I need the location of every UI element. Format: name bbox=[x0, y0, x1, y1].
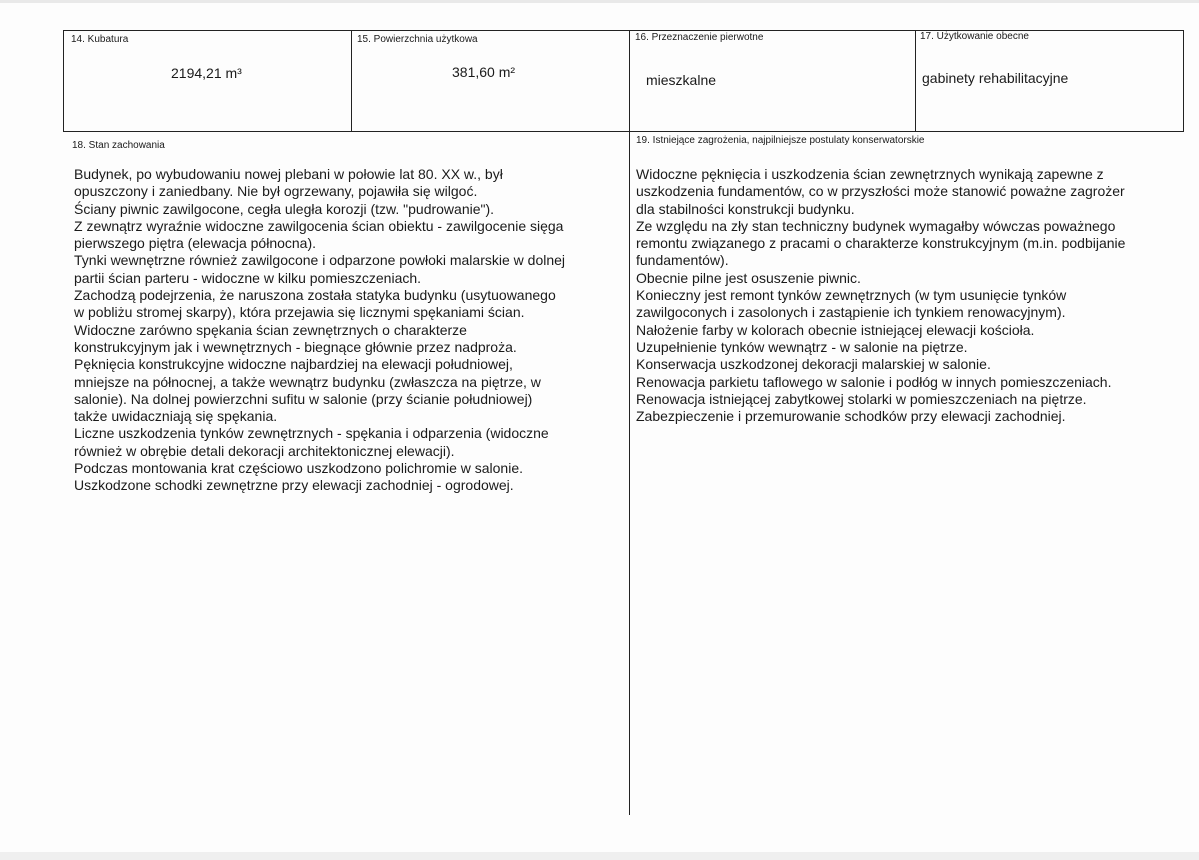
column-divider-2 bbox=[629, 30, 630, 815]
text-line: również w obrębie detali dekoracji architektonicznej elewacji). bbox=[74, 442, 455, 459]
field-17-label: 17. Użytkowanie obecne bbox=[920, 31, 1029, 42]
scan-edge-top bbox=[0, 0, 1199, 3]
text-line: remontu związanego z pracami o charakterze konstrukcyjnym (m.in. podbijanie bbox=[636, 235, 1126, 252]
text-line: partii ścian parteru - widoczne w kilku pomieszczeniach. bbox=[74, 269, 422, 286]
text-line: Budynek, po wybudowaniu nowej plebani w połowie lat 80. XX w., był bbox=[74, 166, 503, 182]
text-line: Renowacja istniejącej zabytkowej stolarki w pomieszczeniach na piętrze. bbox=[636, 390, 1087, 407]
field-15-value: 381,60 m² bbox=[452, 64, 516, 80]
text-line: zawilgoconych i zasolonych i zastąpienie ich tynkiem renowacyjnym). bbox=[636, 304, 1066, 321]
text-line: Zachodzą podejrzenia, że naruszona została statyka budynku (usytuowanego bbox=[74, 287, 556, 304]
field-19-label: 19. Istniejące zagrożenia, najpilniejsze postulaty konserwatorskie bbox=[636, 135, 925, 146]
text-line: Uzupełnienie tynków wewnątrz - w salonie na piętrze. bbox=[636, 338, 968, 355]
text-line: salonie). Na dolnej powierzchni sufitu w salonie (przy ścianie południowej) bbox=[74, 390, 533, 407]
text-line: konstrukcyjnym jak i wewnętrznych - biegnące głównie przez nadproża. bbox=[74, 338, 517, 355]
column-divider-3 bbox=[915, 30, 916, 132]
text-line: fundamentów). bbox=[636, 252, 729, 269]
field-16-label: 16. Przeznaczenie pierwotne bbox=[635, 32, 764, 43]
text-line: dla stabilności konstrukcji budynku. bbox=[636, 200, 855, 217]
text-line: Obecnie pilne jest osuszenie piwnic. bbox=[636, 269, 861, 286]
text-line: w pobliżu stromej skarpy), która przejawia się licznymi spękaniami ścian. bbox=[74, 304, 525, 321]
text-line: Ze względu na zły stan techniczny budynek wymagałby wówczas poważnego bbox=[636, 217, 1116, 234]
text-line: Widoczne zarówno spękania ścian zewnętrznych o charakterze bbox=[74, 321, 467, 338]
text-line: Nałożenie farby w kolorach obecnie istniejącej elewacji kościoła. bbox=[636, 321, 1035, 338]
text-line: Widoczne pęknięcia i uszkodzenia ścian zewnętrznych wynikają zapewne z bbox=[636, 166, 1104, 182]
text-line: opuszczony i zaniedbany. Nie był ogrzewany, pojawiła się wilgoć. bbox=[74, 183, 478, 200]
text-line: Tynki wewnętrzne również zawilgocone i odparzone powłoki malarskie w dolnej bbox=[74, 252, 566, 269]
column-divider-1 bbox=[351, 30, 352, 132]
text-line: Liczne uszkodzenia tynków zewnętrznych - spękania i odparzenia (widoczne bbox=[74, 425, 549, 442]
text-line: uszkodzenia fundamentów, co w przyszłości może stanowić poważne zagrożer bbox=[636, 183, 1125, 200]
text-line: Zabezpieczenie i przemurowanie schodków przy elewacji zachodniej. bbox=[636, 408, 1066, 425]
field-18-text bbox=[74, 166, 565, 495]
field-16-value: mieszkalne bbox=[646, 72, 717, 88]
table-right-border bbox=[1183, 30, 1184, 132]
field-15-label: 15. Powierzchnia użytkowa bbox=[357, 34, 478, 45]
text-line: mniejsze na północnej, a także wewnątrz budynku (zwłaszcza na piętrze, w bbox=[74, 373, 541, 390]
text-line: Z zewnątrz wyraźnie widoczne zawilgocenia ścian obiektu - zawilgocenie sięga bbox=[74, 217, 564, 234]
field-18-label: 18. Stan zachowania bbox=[72, 140, 165, 151]
text-line: Podczas montowania krat częściowo uszkodzono polichromie w salonie. bbox=[74, 460, 523, 477]
text-line: Ściany piwnic zawilgocone, cegła uległa korozji (tzw. "pudrowanie"). bbox=[74, 200, 495, 217]
field-14-label: 14. Kubatura bbox=[71, 34, 129, 45]
field-19-text bbox=[636, 166, 1125, 425]
text-line: także uwidaczniają się spękania. bbox=[74, 408, 278, 425]
text-line: Konieczny jest remont tynków zewnętrznych (w tym usunięcie tynków bbox=[636, 287, 1067, 304]
text-line: Konserwacja uszkodzonej dekoracji malarskiej w salonie. bbox=[636, 356, 991, 373]
text-line: Uszkodzone schodki zewnętrzne przy elewacji zachodniej - ogrodowej. bbox=[74, 477, 514, 494]
scan-edge-bottom bbox=[0, 852, 1199, 860]
row-divider bbox=[63, 131, 1184, 132]
text-line: pierwszego piętra (elewacja północna). bbox=[74, 235, 317, 252]
text-line: Pęknięcia konstrukcyjne widoczne najbardziej na elewacji południowej, bbox=[74, 356, 513, 373]
table-left-border bbox=[63, 30, 64, 132]
field-14-value: 2194,21 m³ bbox=[171, 65, 242, 81]
field-17-value: gabinety rehabilitacyjne bbox=[922, 70, 1069, 86]
text-line: Renowacja parkietu taflowego w salonie i podłóg w innych pomieszczeniach. bbox=[636, 373, 1112, 390]
